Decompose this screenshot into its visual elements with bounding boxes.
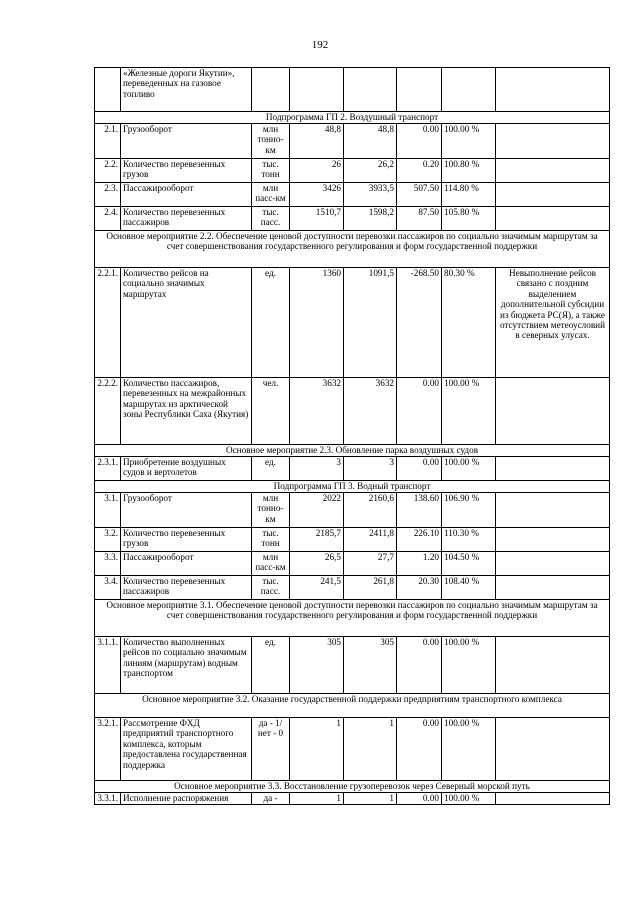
report-table [94,67,610,805]
plan-value-cell: 1 [290,793,344,805]
row-number-cell: 3.2. [95,528,121,552]
row-number-cell: 3.3. [95,552,121,576]
plan-value-cell: 1 [290,718,344,781]
indicator-name-cell: Количество выполненных рейсов по социально значимым линиям (маршрутам) водным транспортом [121,637,252,694]
percent-cell: 105.80 % [442,207,496,231]
note-cell: Невыполнение рейсов связано с поздним выделением дополнительной субсидии из бюджета РС(Я), а также отсутствием метеоусловий в северных улусах. [496,268,610,378]
table-row [95,183,610,207]
percent-cell: 100.00 % [442,637,496,694]
row-number-cell: 2.2.2. [95,378,121,445]
deviation-cell: 0.00 [397,457,442,481]
percent-cell: 106.90 % [442,493,496,528]
indicator-name-cell: Приобретение воздушных судов и вертолетов [121,457,252,481]
note-cell [496,793,610,805]
percent-cell: 100.00 % [442,378,496,445]
table-row [95,378,610,445]
deviation-cell: 0.00 [397,718,442,781]
unit-cell: млн тонно-км [252,493,290,528]
plan-value-cell: 305 [290,637,344,694]
table-row [95,528,610,552]
indicator-name-cell: Количество перевезенных грузов [121,159,252,183]
row-number-cell: 3.1. [95,493,121,528]
actual-value-cell: 48,8 [344,124,397,159]
unit-cell: да - [252,793,290,805]
indicator-name-cell: Грузооборот [121,493,252,528]
unit-cell: тыс. тонн [252,159,290,183]
page-number: 192 [311,39,329,51]
section-title: Основное мероприятие 2.2. Обеспечение ценовой доступности перевозки пассажиров по социально значимым маршрутам за счет совершенствования государственного регулирования и форм государственной поддержки [95,231,610,268]
actual-value-cell: 27,7 [344,552,397,576]
plan-value-cell: 1510,7 [290,207,344,231]
deviation-cell: 0.00 [397,637,442,694]
table-row [95,457,610,481]
deviation-cell: 0.20 [397,159,442,183]
actual-value-cell: 1598,2 [344,207,397,231]
section-title: Основное мероприятие 3.1. Обеспечение ценовой доступности перевозки пассажиров по социально значимым маршрутам за счет совершенствования государственного регулирования и форм государственной поддержки [95,600,610,637]
actual-value-cell [344,68,397,112]
table-row [95,159,610,183]
plan-value-cell: 241,5 [290,576,344,600]
deviation-cell: 507.50 [397,183,442,207]
percent-cell: 80.30 % [442,268,496,378]
unit-cell: млн пасс-км [252,552,290,576]
table-row [95,552,610,576]
table-row [95,637,610,694]
unit-cell: ед. [252,637,290,694]
indicator-name-cell: Количество рейсов на социально значимых маршрутах [121,268,252,378]
note-cell [496,576,610,600]
actual-value-cell: 1 [344,718,397,781]
unit-cell: млн пасс-км [252,183,290,207]
note-cell [496,552,610,576]
section-title: Подпрограмма ГП 2. Воздушный транспорт [95,112,610,124]
section-title: Основное мероприятие 3.3. Восстановление грузоперевозок через Северный морской путь [95,781,610,793]
plan-value-cell: 3632 [290,378,344,445]
actual-value-cell: 3632 [344,378,397,445]
row-number-cell: 3.2.1. [95,718,121,781]
plan-value-cell: 3 [290,457,344,481]
actual-value-cell: 1 [344,793,397,805]
deviation-cell [397,68,442,112]
unit-cell: тыс. пасс. [252,576,290,600]
note-cell [496,718,610,781]
deviation-cell: 20.30 [397,576,442,600]
indicator-name-cell: «Железные дороги Якутии», переведенных на газовое топливо [121,68,252,112]
indicator-name-cell: Количество перевезенных пассажиров [121,207,252,231]
indicator-name-cell: Исполнение распоряжения [121,793,252,805]
table-row [95,718,610,781]
unit-cell: ед. [252,457,290,481]
unit-cell: да - 1/нет - 0 [252,718,290,781]
actual-value-cell: 2411,8 [344,528,397,552]
percent-cell: 114.80 % [442,183,496,207]
note-cell [496,378,610,445]
note-cell [496,159,610,183]
note-cell [496,183,610,207]
row-number-cell: 2.3.1. [95,457,121,481]
deviation-cell: 1.20 [397,552,442,576]
plan-value-cell: 26,5 [290,552,344,576]
table-row [95,207,610,231]
unit-cell: млн тонно-км [252,124,290,159]
plan-value-cell: 1360 [290,268,344,378]
section-title: Основное мероприятие 2.3. Обновление парка воздушных судов [95,445,610,457]
percent-cell: 104.50 % [442,552,496,576]
plan-value-cell: 48,8 [290,124,344,159]
row-number-cell: 2.2. [95,159,121,183]
unit-cell: чел. [252,378,290,445]
unit-cell: тыс. тонн [252,528,290,552]
table-row [95,124,610,159]
row-number-cell [95,68,121,112]
table-row [95,268,610,378]
actual-value-cell: 2160,6 [344,493,397,528]
section-title: Основное мероприятие 3.2. Оказание государственной поддержки предприятиям транспортного комплекса [95,694,610,718]
actual-value-cell: 261,8 [344,576,397,600]
actual-value-cell: 3933,5 [344,183,397,207]
deviation-cell: 0.00 [397,793,442,805]
deviation-cell: 226.10 [397,528,442,552]
section-header-row [95,231,610,268]
plan-value-cell: 2185,7 [290,528,344,552]
row-number-cell: 3.1.1. [95,637,121,694]
section-header-row [95,781,610,793]
section-header-row [95,445,610,457]
percent-cell: 100.00 % [442,793,496,805]
deviation-cell: 138.60 [397,493,442,528]
note-cell [496,68,610,112]
unit-cell: ед. [252,268,290,378]
indicator-name-cell: Рассмотрение ФХД предприятий транспортного комплекса, которым предоставлена государственная поддержка [121,718,252,781]
unit-cell [252,68,290,112]
row-number-cell: 2.4. [95,207,121,231]
row-number-cell: 2.3. [95,183,121,207]
actual-value-cell: 305 [344,637,397,694]
deviation-cell: 87.50 [397,207,442,231]
indicator-name-cell: Пассажирооборот [121,552,252,576]
section-header-row [95,481,610,493]
percent-cell: 108.40 % [442,576,496,600]
report-body [95,68,610,805]
section-header-row [95,600,610,637]
note-cell [496,493,610,528]
row-number-cell: 2.1. [95,124,121,159]
row-number-cell: 2.2.1. [95,268,121,378]
table-row [95,793,610,805]
note-cell [496,528,610,552]
percent-cell: 110.30 % [442,528,496,552]
indicator-name-cell: Количество перевезенных пассажиров [121,576,252,600]
percent-cell: 100.80 % [442,159,496,183]
indicator-name-cell: Количество пассажиров, перевезенных на межрайонных маршрутах из арктической зоны Республики Саха (Якутия) [121,378,252,445]
actual-value-cell: 1091,5 [344,268,397,378]
section-header-row [95,694,610,718]
note-cell [496,124,610,159]
row-number-cell: 3.4. [95,576,121,600]
percent-cell: 100.00 % [442,718,496,781]
note-cell [496,637,610,694]
actual-value-cell: 26,2 [344,159,397,183]
percent-cell [442,68,496,112]
note-cell [496,457,610,481]
indicator-name-cell: Грузооборот [121,124,252,159]
deviation-cell: 0.00 [397,124,442,159]
indicator-name-cell: Количество перевезенных грузов [121,528,252,552]
note-cell [496,207,610,231]
unit-cell: тыс. пасс. [252,207,290,231]
plan-value-cell: 3426 [290,183,344,207]
section-title: Подпрограмма ГП 3. Водный транспорт [95,481,610,493]
deviation-cell: -268.50 [397,268,442,378]
table-row [95,576,610,600]
section-header-row [95,112,610,124]
percent-cell: 100.00 % [442,124,496,159]
actual-value-cell: 3 [344,457,397,481]
deviation-cell: 0.00 [397,378,442,445]
indicator-name-cell: Пассажирооборот [121,183,252,207]
table-row [95,68,610,112]
row-number-cell: 3.3.1. [95,793,121,805]
table-row [95,493,610,528]
plan-value-cell: 26 [290,159,344,183]
plan-value-cell [290,68,344,112]
plan-value-cell: 2022 [290,493,344,528]
percent-cell: 100.00 % [442,457,496,481]
